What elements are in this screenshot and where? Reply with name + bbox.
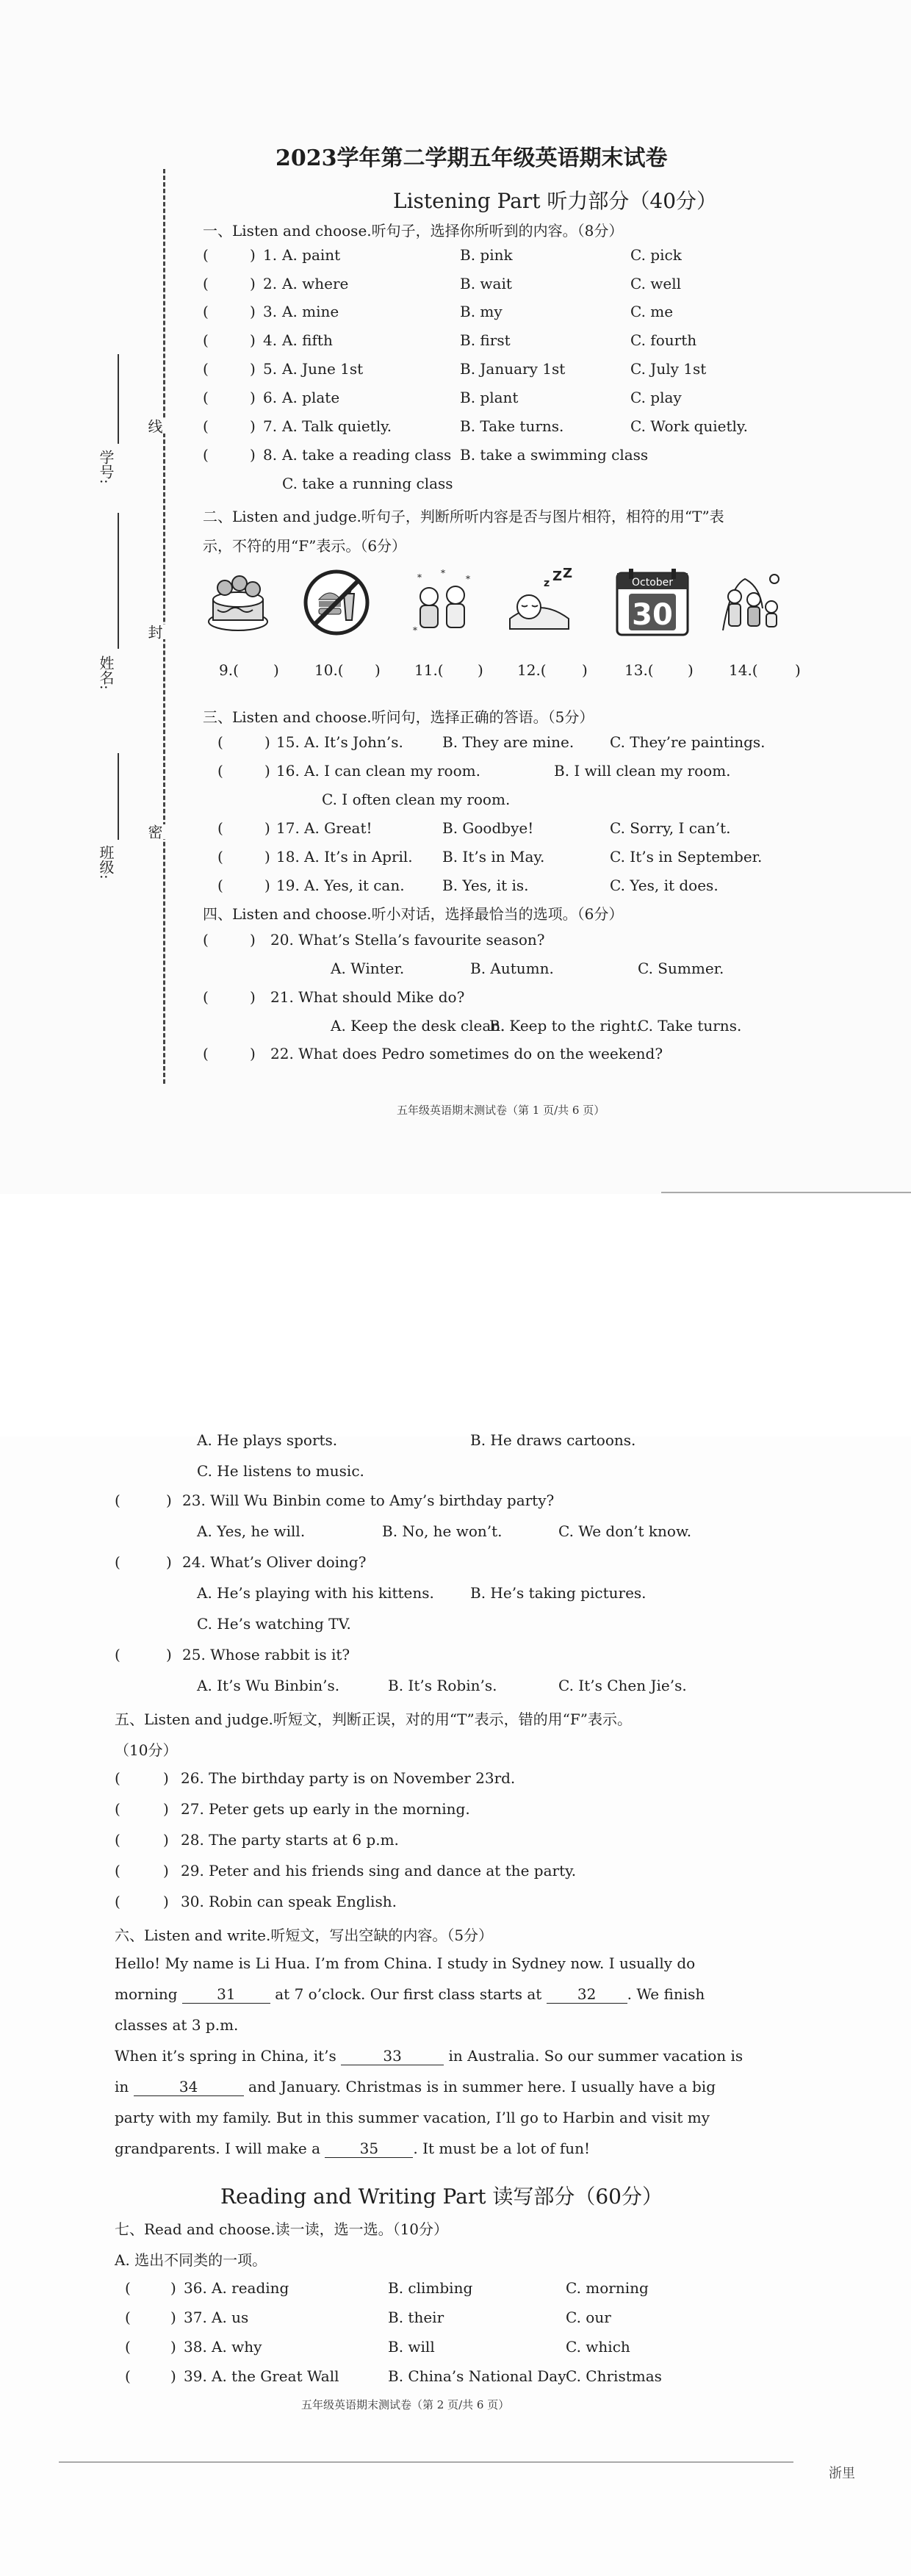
pic-label-11: 11.( [414,661,444,679]
sec6-line7-b: . It must be a lot of fun! [413,2140,591,2157]
option-a: A. Great! [304,819,372,837]
sec2-title-line2: 示，不符的用“F”表示。（6分） [203,537,407,555]
sec7-sub-a: A. 选出不同类的一项。 [115,2251,267,2269]
svg-text:z: z [544,578,550,589]
corner-watermark: 浙里 [829,2466,855,2481]
answer-paren-open: ( [115,1769,120,1787]
sec6-line4-a: When it’s spring in China, it’s [115,2047,336,2065]
option-b: B. They are mine. [442,733,575,751]
option-c: C. I often clean my room. [322,791,511,808]
name-label: 姓名: [97,655,115,690]
answer-paren-open: ( [203,446,209,464]
q-num: 7. [263,417,278,435]
q24-text: 24. What’s Oliver doing? [182,1553,367,1571]
option-b: B. I will clean my room. [554,762,731,780]
secret-char: 密 [144,824,165,839]
sec6-line5-b: and January. Christmas is in summer here. I usually have a big [248,2078,716,2095]
answer-paren-close: ) [163,1831,169,1849]
reading-writing-header: Reading and Writing Part 读写部分（60分） [220,2184,663,2209]
answer-paren-open: ( [203,360,209,378]
family-walk-picture [716,567,786,638]
option-a: A. paint [282,246,341,264]
option-c: C. which [566,2338,630,2356]
q21-b: B. Keep to the right. [489,1017,641,1035]
q23-c: C. We don’t know. [558,1522,692,1540]
option-b: B. January 1st [460,360,566,378]
option-c: C. Yes, it does. [610,877,719,894]
option-b: B. Take turns. [460,417,564,435]
option-b: B. China’s National Day [388,2367,566,2385]
q-num: 38. [184,2338,207,2356]
pic-label-9: 9.( [219,661,239,679]
calendar-picture [614,567,685,638]
answer-paren-close: ) [163,1769,169,1787]
option-c: C. fourth [630,331,697,349]
option-a: A. plate [282,389,340,406]
option-c: C. They’re paintings. [610,733,766,751]
q20-c: C. Summer. [638,960,724,977]
answer-paren-open: ( [115,1831,120,1849]
option-c: C. Christmas [566,2367,662,2385]
answer-paren-open: ( [203,417,209,435]
q-num: 17. [276,819,300,837]
answer-paren-open: ( [217,848,223,866]
option-b: B. It’s in May. [442,848,545,866]
option-a: A. where [282,275,349,292]
answer-paren-close: ) [264,762,270,780]
option-b: B. pink [460,246,513,264]
line-char: 线 [144,419,165,433]
sec6-title: 六、Listen and write.听短文，写出空缺的内容。（5分） [115,1926,494,1944]
answer-paren-open: ( [203,303,209,320]
student-id-label: 学号: [97,450,115,484]
page1-footer: 五年级英语期末测试卷（第 1 页/共 6 页） [397,1104,605,1117]
option-a: A. us [212,2309,249,2326]
page2-bottom-edge [59,2461,793,2463]
answer-paren-close: ) [170,2338,176,2356]
listening-header: Listening Part 听力部分（40分） [393,189,718,213]
option-c: C. July 1st [630,360,707,378]
q-num: 16. [276,762,300,780]
option-a: A. the Great Wall [212,2367,339,2385]
q-num: 4. [263,331,278,349]
no-fastfood-sign-picture [301,567,372,638]
answer-paren-open: ( [125,2338,131,2356]
sec6-line1: Hello! My name is Li Hua. I’m from China. I study in Sydney now. I usually do [115,1954,696,1972]
answer-paren-open: ( [115,1893,120,1910]
answer-paren-open: ( [115,1800,120,1818]
q24-b: B. He’s taking pictures. [470,1584,647,1602]
student-id-blank [118,354,119,444]
class-label: 班级: [97,845,115,879]
svg-text:*: * [441,568,445,578]
option-a: A. reading [212,2279,289,2297]
option-b: B. my [460,303,503,320]
q22-text: 22. What does Pedro sometimes do on the weekend? [270,1045,663,1062]
answer-paren-close: ) [264,819,270,837]
option-b: B. climbing [388,2279,473,2297]
pic-label-12: 12.( [517,661,547,679]
judge-statement: 30. Robin can speak English. [181,1893,397,1910]
answer-paren-close: ) [250,246,256,264]
answer-paren-open: ( [125,2309,131,2326]
judge-statement: 29. Peter and his friends sing and dance at the party. [181,1862,577,1879]
sec6-line2-a: morning [115,1985,178,2003]
q23-a: A. Yes, he will. [197,1522,306,1540]
q21-a: A. Keep the desk clean. [331,1017,505,1035]
answer-paren-close: ) [250,303,256,320]
answer-paren-close: ) [250,389,256,406]
svg-text:*: * [466,574,470,584]
q-num: 37. [184,2309,207,2326]
option-a: A. Yes, it can. [304,877,405,894]
q-num: 6. [263,389,278,406]
page1-bottom-edge [661,1192,911,1193]
option-b: B. Goodbye! [442,819,534,837]
answer-paren-open: ( [203,246,209,264]
sec1-title: 一、Listen and choose.听句子，选择你所听到的内容。（8分） [203,222,624,240]
option-a: A. mine [282,303,339,320]
option-c: C. Sorry, I can’t. [610,819,731,837]
q21-c: C. Take turns. [638,1017,742,1035]
option-a: A. take a reading class [282,446,452,464]
judge-statement: 27. Peter gets up early in the morning. [181,1800,470,1818]
q23-b: B. No, he won’t. [382,1522,503,1540]
q-num: 19. [276,877,300,894]
q-num: 1. [263,246,278,264]
option-c: C. pick [630,246,682,264]
sec6-line4 [115,2047,743,2065]
q22-b: B. He draws cartoons. [470,1431,636,1449]
option-b: B. will [388,2338,435,2356]
answer-paren-close: ) [163,1893,169,1910]
q23-text: 23. Will Wu Binbin come to Amy’s birthday party? [182,1492,555,1509]
option-b: B. plant [460,389,519,406]
sec3-title: 三、Listen and choose.听问句，选择正确的答语。（5分） [203,708,594,726]
answer-paren-open: ( [125,2367,131,2385]
judge-statement: 28. The party starts at 6 p.m. [181,1831,399,1849]
option-c: C. me [630,303,674,320]
answer-paren-close: ) [170,2367,176,2385]
sec6-line7 [115,2140,590,2158]
q22-c: C. He listens to music. [197,1462,364,1480]
answer-paren-close: ) [250,360,256,378]
option-b: B. their [388,2309,444,2326]
name-blank [118,513,119,649]
blank-32[interactable]: 32 [547,1985,627,2004]
answer-paren-open: ( [217,733,223,751]
cake-picture [203,567,273,638]
option-c: C. take a running class [282,475,453,492]
blank-35[interactable]: 35 [325,2140,413,2158]
sec5-points: （10分） [115,1741,178,1759]
sec7-title: 七、Read and choose.读一读，选一选。（10分） [115,2220,449,2238]
option-b: B. wait [460,275,512,292]
answer-paren-open: ( [217,819,223,837]
option-b: B. take a swimming class [460,446,649,464]
blank-31[interactable]: 31 [182,1985,270,2004]
option-a: A. Talk quietly. [282,417,392,435]
answer-paren-close: ) [163,1862,169,1879]
class-blank [118,753,119,840]
answer-paren-close: ) [250,331,256,349]
q20-b: B. Autumn. [470,960,554,977]
answer-paren-open: ( [203,331,209,349]
svg-text:Z: Z [552,569,563,584]
option-a: A. June 1st [282,360,364,378]
sec6-line7-a: grandparents. I will make a [115,2140,321,2157]
answer-paren-close: ) [264,733,270,751]
sec4-title: 四、Listen and choose.听小对话，选择最恰当的选项。（6分） [203,905,624,923]
sec6-line4-b: in Australia. So our summer vacation is [448,2047,743,2065]
answer-paren-close: ) [264,848,270,866]
sec6-line6: party with my family. But in this summer vacation, I’ll go to Harbin and visit my [115,2109,710,2126]
q-num: 39. [184,2367,207,2385]
blank-33[interactable]: 33 [341,2047,444,2065]
svg-text:*: * [417,572,422,583]
q25-a: A. It’s Wu Binbin’s. [197,1677,340,1694]
option-a: A. why [212,2338,262,2356]
option-a: A. It’s John’s. [304,733,403,751]
pic-label-10: 10.( [314,661,344,679]
option-b: B. Yes, it is. [442,877,529,894]
answer-paren-open: ( [115,1862,120,1879]
sec5-title: 五、Listen and judge.听短文，判断正误，对的用“T”表示，错的用“F”表示。 [115,1710,633,1728]
q25-text: 25. Whose rabbit is it? [182,1646,350,1663]
q21-text: 21. What should Mike do? [270,988,465,1006]
answer-paren-open: ( [203,275,209,292]
answer-paren-close: ) [264,877,270,894]
page2-footer: 五年级英语期末测试卷（第 2 页/共 6 页） [301,2398,510,2411]
kids-snow-picture [407,567,478,638]
q24-a: A. He’s playing with his kittens. [197,1584,434,1602]
sec6-line2-c: . We finish [627,1985,705,2003]
option-c: C. well [630,275,682,292]
q-num: 2. [263,275,278,292]
answer-paren-close: ) [170,2279,176,2297]
q25-b: B. It’s Robin’s. [388,1677,497,1694]
option-c: C. morning [566,2279,649,2297]
svg-text:Z: Z [563,567,573,581]
option-a: A. I can clean my room. [304,762,480,780]
calendar-month: October [631,577,674,589]
pic-label-14: 14.( [729,661,758,679]
q-num: 36. [184,2279,207,2297]
answer-paren-close: ) [170,2309,176,2326]
sec6-line5-a: in [115,2078,129,2095]
option-a: A. It’s in April. [304,848,413,866]
q24-c: C. He’s watching TV. [197,1615,351,1633]
sec6-line2-b: at 7 o’clock. Our first class starts at [275,1985,542,2003]
q-num: 8. [263,446,278,464]
q-num: 3. [263,303,278,320]
pic-label-13: 13.( [624,661,654,679]
sec6-line2 [115,1985,705,2004]
q20-a: A. Winter. [331,960,405,977]
option-c: C. our [566,2309,611,2326]
answer-paren-open: ( [125,2279,131,2297]
sec6-line5 [115,2078,716,2096]
option-c: C. It’s in September. [610,848,763,866]
page-gap [0,1194,911,1436]
judge-statement: 26. The birthday party is on November 23rd. [181,1769,516,1787]
option-a: A. fifth [282,331,333,349]
q-num: 18. [276,848,300,866]
q20-text: 20. What’s Stella’s favourite season? [270,931,545,949]
exam-title: 2023学年第二学期五年级英语期末试卷 [276,145,668,171]
q22-a: A. He plays sports. [197,1431,338,1449]
answer-paren-open: ( [217,877,223,894]
answer-paren-open: ( [203,389,209,406]
answer-paren-close: ) [163,1800,169,1818]
answer-paren-close: ) [250,417,256,435]
calendar-day: 30 [632,598,673,632]
seal-char: 封 [144,625,165,639]
svg-text:*: * [413,625,417,636]
blank-34[interactable]: 34 [134,2078,244,2096]
sleeping-child-picture [504,567,575,638]
q25-c: C. It’s Chen Jie’s. [558,1677,687,1694]
option-b: B. first [460,331,511,349]
q-num: 15. [276,733,300,751]
answer-paren-open: ( [217,762,223,780]
q-num: 5. [263,360,278,378]
answer-paren-close: ) [250,446,256,464]
sec6-line3: classes at 3 p.m. [115,2016,239,2034]
option-c: C. play [630,389,682,406]
answer-paren-close: ) [250,275,256,292]
sec2-title-line1: 二、Listen and judge.听句子，判断所听内容是否与图片相符，相符的用“T”表 [203,508,724,525]
option-c: C. Work quietly. [630,417,748,435]
